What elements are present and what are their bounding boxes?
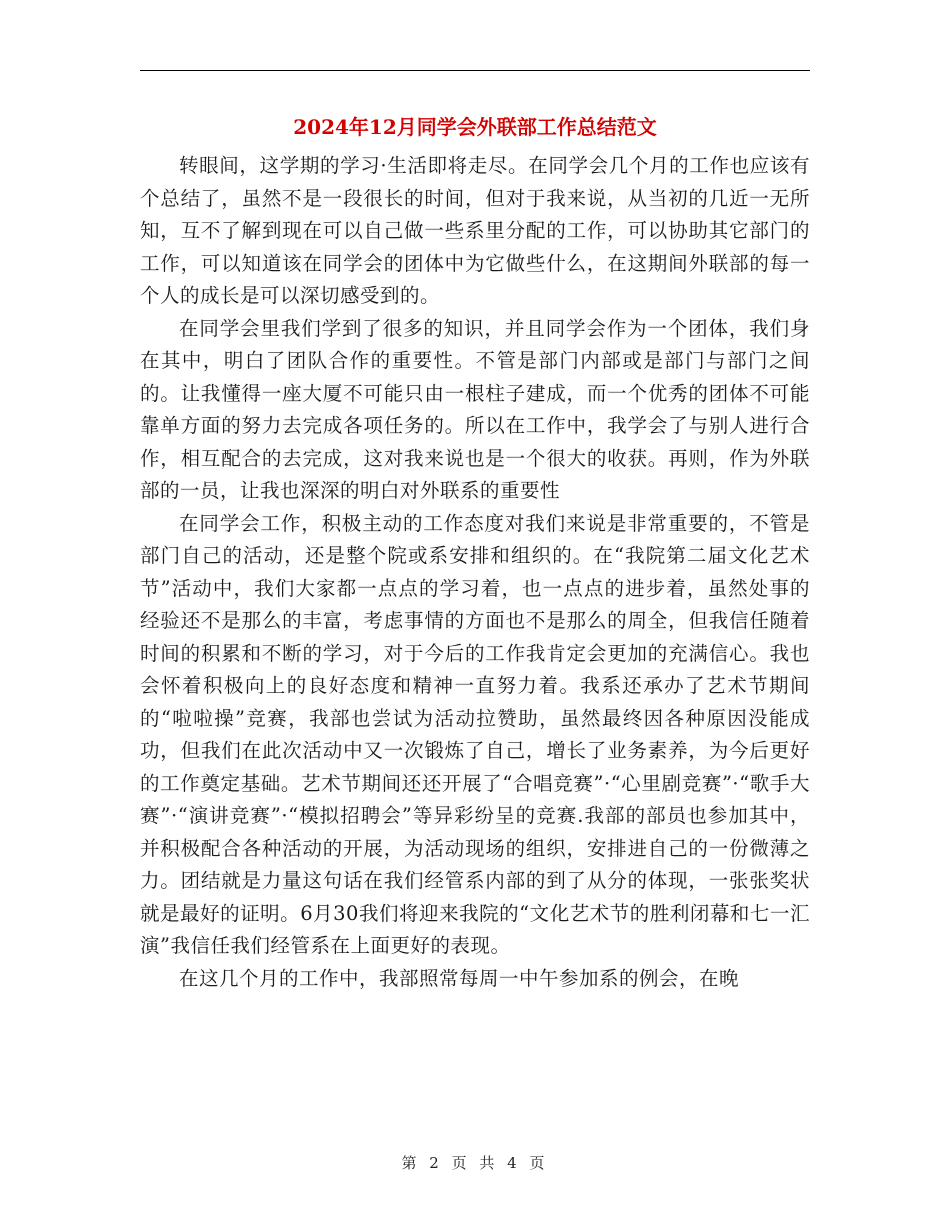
document-body	[140, 150, 810, 995]
paragraph: 在同学会工作，积极主动的工作态度对我们来说是非常重要的，不管是部门自己的活动，还是整个院或系安排和组织的。在“我院第二届文化艺术节”活动中，我们大家都一点点的学习着，也一点点的进步着，虽然处事的经验还不是那么的丰富，考虑事情的方面也不是那么的周全，但我信任随着时间的积累和不断的学习，对于今后的工作我肯定会更加的充满信心。我也会怀着积极向上的良好态度和精神一直努力着。我系还承办了艺术节期间的“啦啦操”竞赛，我部也尝试为活动拉赞助，虽然最终因各种原因没能成功，但我们在此次活动中又一次锻炼了自己，增长了业务素养，为今后更好的工作奠定基础。艺术节期间还还开展了“合唱竞赛”·“心里剧竞赛”·“歌手大赛”·“演讲竞赛”·“模拟招聘会”等异彩纷呈的竞赛.我部的部员也参加其中，并积极配合各种活动的开展，为活动现场的组织，安排进自己的一份微薄之力。团结就是力量这句话在我们经管系内部的到了从分的体现，一张张奖状就是最好的证明。6月30我们将迎来我院的“文化艺术节的胜利闭幕和七一汇演”我信任我们经管系在上面更好的表现。	[140, 511, 810, 957]
paragraph: 转眼间，这学期的学习·生活即将走尽。在同学会几个月的工作也应该有个总结了，虽然不是一段很长的时间，但对于我来说，从当初的几近一无所知，互不了解到现在可以自己做一些系里分配的工作，可以协助其它部门的工作，可以知道该在同学会的团体中为它做些什么，在这期间外联部的每一个人的成长是可以深切感受到的。	[140, 154, 810, 307]
document-title: 2024年12月同学会外联部工作总结范文	[293, 115, 657, 139]
paragraph: 在这几个月的工作中，我部照常每周一中午参加系的例会，在晚	[179, 966, 740, 990]
page-number-footer: 第 2 页 共 4 页	[401, 1154, 549, 1172]
paragraph: 在同学会里我们学到了很多的知识，并且同学会作为一个团体，我们身在其中，明白了团队合作的重要性。不管是部门内部或是部门与部门之间的。让我懂得一座大厦不可能只由一根柱子建成，而一个优秀的团体不可能靠单方面的努力去完成各项任务的。所以在工作中，我学会了与别人进行合作，相互配合的去完成，这对我来说也是一个很大的收获。再则，作为外联部的一员，让我也深深的明白对外联系的重要性	[140, 316, 810, 502]
header-rule	[140, 70, 810, 71]
